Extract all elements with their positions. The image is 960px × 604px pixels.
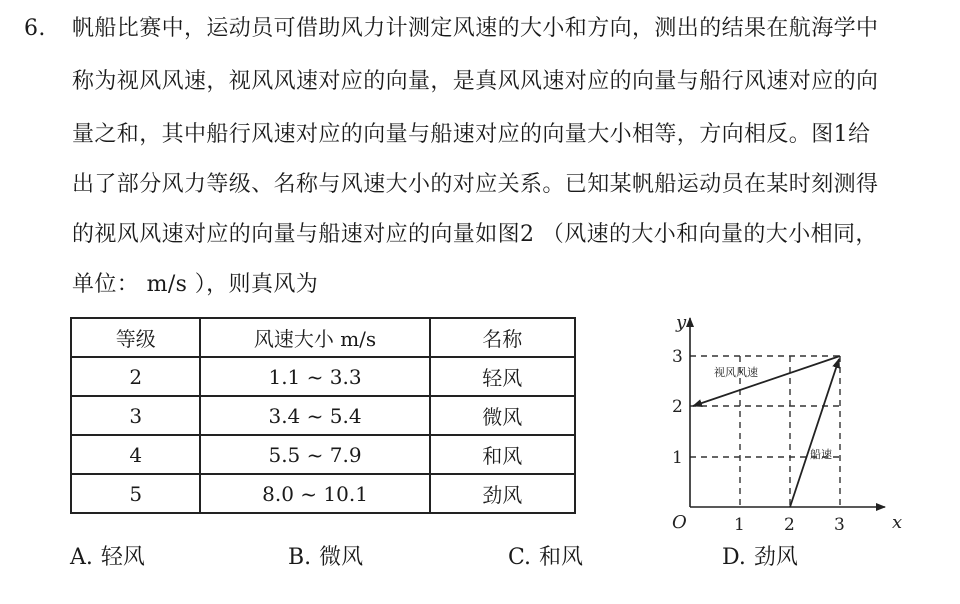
y-tick-label: 2 (672, 397, 683, 417)
table-cell: 8.0 ~ 10.1 (200, 474, 429, 513)
wind-scale-table (70, 317, 576, 514)
question-text-line-1: 帆船比赛中，运动员可借助风力计测定风速的大小和方向，测出的结果在航海学中 (72, 16, 879, 41)
table-header-speed: 风速大小 m/s (200, 318, 429, 357)
option-text: 轻风 (100, 545, 145, 570)
y-axis-label: y (676, 312, 687, 333)
apparent-wind-label: 视风风速 (714, 366, 758, 379)
question-line-2: 称为视风风速，视风风速对应的向量，是真风风速对应的向量与船行风速对应的向 (72, 69, 879, 94)
y-tick-label: 3 (672, 347, 683, 367)
option-letter: D. (722, 545, 746, 570)
question-number: 6. (24, 16, 46, 41)
x-axis-label: x (892, 512, 903, 533)
option-letter: A. (70, 545, 93, 570)
table-cell: 5 (71, 474, 200, 513)
table-cell: 1.1 ~ 3.3 (200, 357, 429, 396)
option-b[interactable] (288, 543, 363, 573)
option-c[interactable] (508, 543, 583, 573)
x-tick-label: 3 (834, 515, 845, 535)
table-row (71, 474, 575, 513)
table-header-name: 名称 (430, 318, 575, 357)
option-d[interactable] (722, 543, 798, 573)
dashed-grid (690, 356, 840, 507)
question-line-3: 量之和，其中船行风速对应的向量与船速对应的向量大小相等，方向相反。图1给 (72, 122, 871, 147)
boat-speed-vector (790, 359, 839, 507)
table-header-row (71, 318, 575, 357)
table-cell: 4 (71, 435, 200, 474)
question-line-1 (24, 14, 878, 44)
y-tick-label: 1 (672, 448, 683, 468)
table-cell: 3 (71, 396, 200, 435)
table-cell: 2 (71, 357, 200, 396)
table-cell: 微风 (430, 396, 575, 435)
origin-label: O (672, 512, 687, 533)
table-row (71, 357, 575, 396)
option-text: 和风 (539, 545, 584, 570)
table-cell: 劲风 (430, 474, 575, 513)
x-tick-label: 1 (734, 515, 745, 535)
question-line-6: 单位： m/s ），则真风为 (72, 272, 319, 297)
option-letter: C. (508, 545, 532, 570)
question-line-4: 出了部分风力等级、名称与风速大小的对应关系。已知某帆船运动员在某时刻测得 (72, 172, 879, 197)
table-row (71, 396, 575, 435)
table-cell: 5.5 ~ 7.9 (200, 435, 429, 474)
question-line-5: 的视风风速对应的向量与船速对应的向量如图2 （风速的大小和向量的大小相同， (72, 222, 878, 247)
apparent-wind-vector (693, 356, 840, 406)
option-letter: B. (288, 545, 312, 570)
table-cell: 轻风 (430, 357, 575, 396)
boat-speed-label: 船速 (810, 448, 832, 461)
x-tick-label: 2 (784, 515, 795, 535)
option-text: 劲风 (753, 545, 798, 570)
option-text: 微风 (319, 545, 364, 570)
table-header-level: 等级 (71, 318, 200, 357)
table-cell: 3.4 ~ 5.4 (200, 396, 429, 435)
table-cell: 和风 (430, 435, 575, 474)
option-a[interactable] (70, 543, 145, 573)
table-row (71, 435, 575, 474)
vector-diagram (660, 308, 910, 540)
